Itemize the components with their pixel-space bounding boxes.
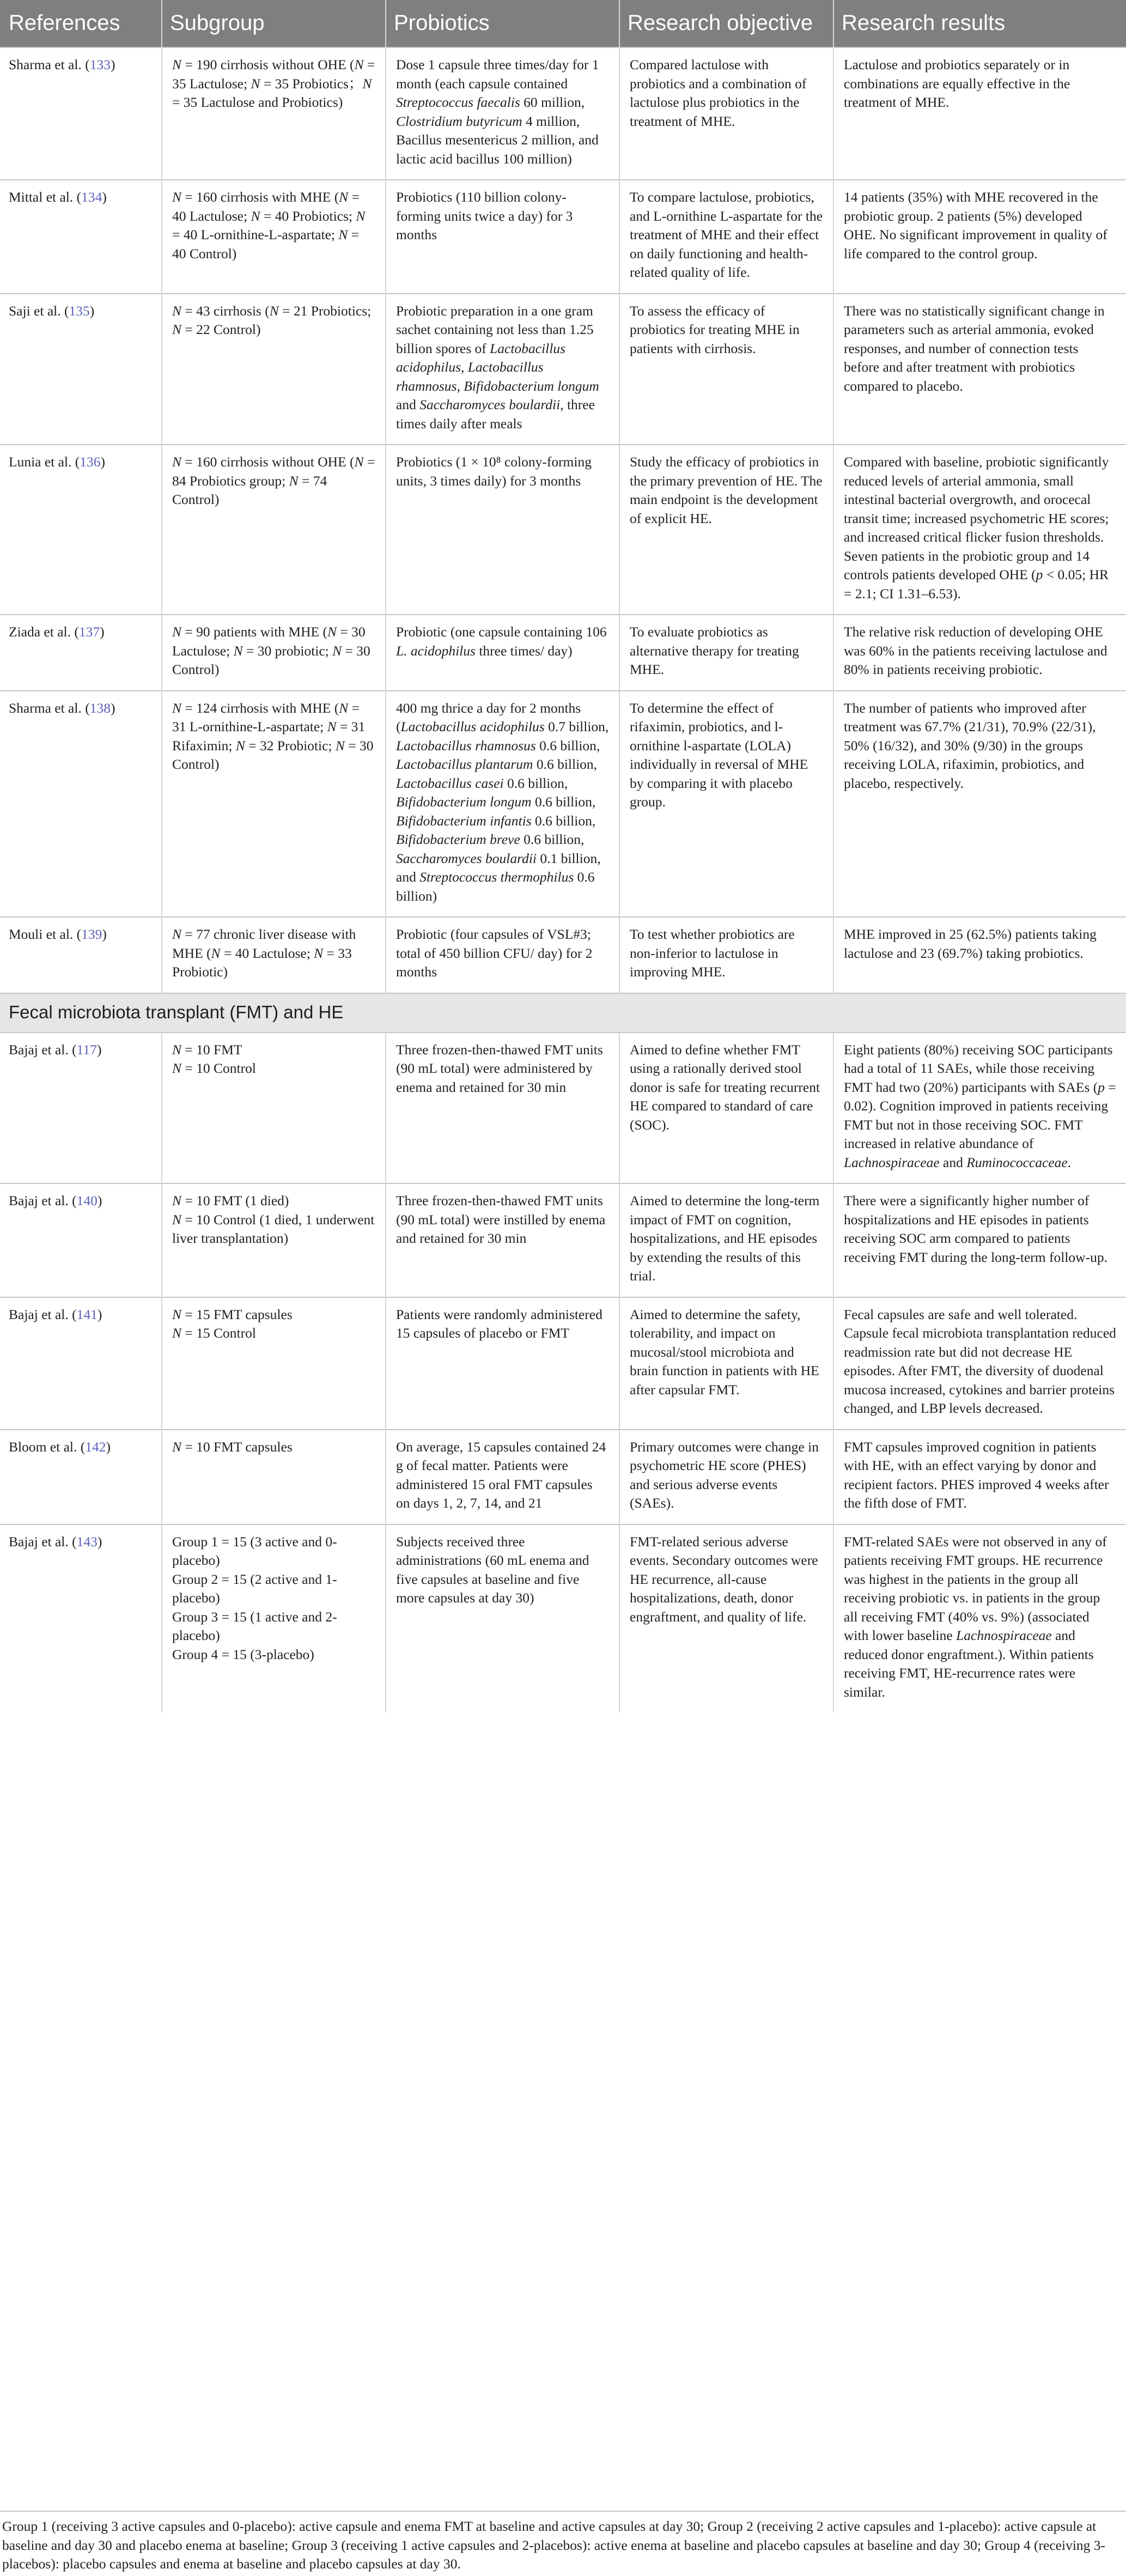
- probiotics-cell: Probiotic (one capsule containing 106 L. acidophilus three times/ day): [386, 615, 619, 691]
- reference-cell: Lunia et al. (136): [0, 445, 162, 615]
- citation-link[interactable]: 137: [78, 624, 100, 640]
- reference-author: Sharma et al.: [9, 57, 82, 72]
- citation-link[interactable]: 140: [76, 1193, 98, 1208]
- subgroup-cell: N = 124 cirrhosis with MHE (N = 31 L-ornithine-L-aspartate; N = 31 Rifaximin; N = 32 Probiotic; N = 30 Control): [162, 691, 386, 918]
- reference-cell: Bloom et al. (142): [0, 1430, 162, 1524]
- table-row: [0, 1032, 1126, 1184]
- reference-author: Mittal et al.: [9, 189, 74, 205]
- results-cell: Fecal capsules are safe and well tolerated. Capsule fecal microbiota transplantation reduced readmission rate but did not decrease HE episodes. After FMT, the diversity of duodenal mucosa increased, cytokines and barrier proteins changed, and LBP levels decreased.: [833, 1297, 1126, 1430]
- results-cell: Eight patients (80%) receiving SOC participants had a total of 11 SAEs, while those receiving FMT had two (20%) participants with SAEs (p = 0.02). Cognition improved in patients receiving FMT but not in those receiving SOC. FMT increased in relative abundance of Lachnospiraceae and Ruminococcaceae.: [833, 1032, 1126, 1184]
- results-cell: 14 patients (35%) with MHE recovered in the probiotic group. 2 patients (5%) developed OHE. No significant improvement in quality of life compared to the control group.: [833, 180, 1126, 294]
- results-cell: Lactulose and probiotics separately or in combinations are equally effective in the treatment of MHE.: [833, 47, 1126, 180]
- objective-cell: Aimed to determine the long-term impact of FMT on cognition, hospitalizations, and HE episodes by extending the results of this trial.: [619, 1183, 833, 1297]
- results-cell: MHE improved in 25 (62.5%) patients taking lactulose and 23 (69.7%) taking probiotics.: [833, 917, 1126, 993]
- reference-author: Bajaj et al.: [9, 1306, 69, 1322]
- objective-cell: Aimed to define whether FMT using a rationally derived stool donor is safe for treating recurrent HE compared to standard of care (SOC).: [619, 1032, 833, 1184]
- objective-cell: Compared lactulose with probiotics and a combination of lactulose plus probiotics in the treatment of MHE.: [619, 47, 833, 180]
- header-research-results: Research results: [833, 0, 1126, 47]
- objective-cell: To test whether probiotics are non-inferior to lactulose in improving MHE.: [619, 917, 833, 993]
- table-row: [0, 615, 1126, 691]
- objective-cell: To compare lactulose, probiotics, and L-ornithine L-aspartate for the treatment of MHE and their effect on daily functioning and health-related quality of life.: [619, 180, 833, 294]
- probiotics-rows: [0, 47, 1126, 993]
- citation-link[interactable]: 141: [76, 1306, 98, 1322]
- reference-author: Mouli et al.: [9, 926, 74, 942]
- reference-cell: Sharma et al. (133): [0, 47, 162, 180]
- citation-link[interactable]: 143: [76, 1533, 98, 1550]
- table-row: [0, 180, 1126, 294]
- subgroup-cell: Group 1 = 15 (3 active and 0-placebo) Group 2 = 15 (2 active and 1-placebo) Group 3 = 15 (1 active and 2-placebo) Group 4 = 15 (3-placebo): [162, 1524, 386, 1713]
- reference-cell: Bajaj et al. (117): [0, 1032, 162, 1184]
- citation-link[interactable]: 117: [76, 1041, 97, 1058]
- subgroup-cell: N = 15 FMT capsules N = 15 Control: [162, 1297, 386, 1430]
- probiotics-cell: On average, 15 capsules contained 24 g of fecal matter. Patients were administered 15 oral FMT capsules on days 1, 2, 7, 14, and 21: [386, 1430, 619, 1524]
- reference-author: Ziada et al.: [9, 624, 71, 640]
- results-cell: There were a significantly higher number of hospitalizations and HE episodes in patients receiving SOC arm compared to patients receiving FMT during the long-term follow-up.: [833, 1183, 1126, 1297]
- subgroup-cell: N = 10 FMT capsules: [162, 1430, 386, 1524]
- section-row: [0, 993, 1126, 1032]
- citation-link[interactable]: 134: [81, 189, 102, 205]
- table-row: [0, 294, 1126, 445]
- objective-cell: Primary outcomes were change in psychometric HE score (PHES) and serious adverse events (SAEs).: [619, 1430, 833, 1524]
- probiotics-cell: Three frozen-then-thawed FMT units (90 mL total) were administered by enema and retained for 30 min: [386, 1032, 619, 1184]
- objective-cell: To assess the efficacy of probiotics for treating MHE in patients with cirrhosis.: [619, 294, 833, 445]
- citation-link[interactable]: 135: [69, 302, 90, 319]
- objective-cell: Study the efficacy of probiotics in the primary prevention of HE. The main endpoint is the development of explicit HE.: [619, 445, 833, 615]
- table-row: [0, 691, 1126, 918]
- fmt-rows: [0, 1032, 1126, 1713]
- header-subgroup: Subgroup: [162, 0, 386, 47]
- citation-link[interactable]: 139: [81, 926, 102, 942]
- results-cell: The number of patients who improved after treatment was 67.7% (21/31), 70.9% (22/31), 50% (16/32), and 30% (9/30) in the groups receiving LOLA, rifaximin, probiotics, and placebo, respectively.: [833, 691, 1126, 918]
- subgroup-cell: N = 90 patients with MHE (N = 30 Lactulose; N = 30 probiotic; N = 30 Control): [162, 615, 386, 691]
- reference-author: Saji et al.: [9, 302, 61, 319]
- subgroup-cell: N = 77 chronic liver disease with MHE (N = 40 Lactulose; N = 33 Probiotic): [162, 917, 386, 993]
- objective-cell: FMT-related serious adverse events. Secondary outcomes were HE recurrence, all-cause hospitalizations, death, donor engraftment, and quality of life.: [619, 1524, 833, 1713]
- table-footnote: Group 1 (receiving 3 active capsules and 0-placebo): active capsule and enema FMT at baseline and active capsules at day 30; Group 2 (receiving 2 active capsules and 1-placebo): active capsule at baseline and day 30 and placebo enema at baseline; Group 3 (receiving 1 active capsules and 2-placebos): active enema at baseline and placebo capsules at baseline and day 30; Group 4 (receiving 3-placebos): placebo capsules and enema at baseline and placebo capsules at day 30.: [0, 2511, 1126, 2574]
- results-cell: There was no statistically significant change in parameters such as arterial ammonia, evoked responses, and number of connection tests before and after treatment with probiotics compared to placebo.: [833, 294, 1126, 445]
- subgroup-cell: N = 10 FMT N = 10 Control: [162, 1032, 386, 1184]
- citation-link[interactable]: 142: [85, 1438, 106, 1455]
- probiotics-cell: Three frozen-then-thawed FMT units (90 mL total) were instilled by enema and retained for 30 min: [386, 1183, 619, 1297]
- reference-cell: Ziada et al. (137): [0, 615, 162, 691]
- results-cell: Compared with baseline, probiotic significantly reduced levels of arterial ammonia, small intestinal bacterial overgrowth, and orocecal transit time; increased psychometric HE scores; and increased critical flicker fusion thresholds. Seven patients in the probiotic group and 14 controls patients developed OHE (p < 0.05; HR = 2.1; CI 1.31–6.53).: [833, 445, 1126, 615]
- fmt-section: [0, 993, 1126, 1032]
- table-row: [0, 47, 1126, 180]
- table-header: [0, 0, 1126, 47]
- probiotics-cell: Probiotics (110 billion colony-forming units twice a day) for 3 months: [386, 180, 619, 294]
- table-row: [0, 917, 1126, 993]
- header-probiotics: Probiotics: [386, 0, 619, 47]
- table-row: [0, 1183, 1126, 1297]
- probiotics-cell: Probiotics (1 × 10⁸ colony-forming units, 3 times daily) for 3 months: [386, 445, 619, 615]
- probiotics-cell: Dose 1 capsule three times/day for 1 month (each capsule contained Streptococcus faecalis 60 million, Clostridium butyricum 4 million, Bacillus mesentericus 2 million, and lactic acid bacillus 100 million): [386, 47, 619, 180]
- probiotics-cell: Subjects received three administrations (60 mL enema and five capsules at baseline and five more capsules at day 30): [386, 1524, 619, 1713]
- reference-cell: Mittal et al. (134): [0, 180, 162, 294]
- reference-author: Sharma et al.: [9, 700, 82, 716]
- reference-cell: Mouli et al. (139): [0, 917, 162, 993]
- subgroup-cell: N = 160 cirrhosis with MHE (N = 40 Lactulose; N = 40 Probiotics; N = 40 L-ornithine-L-aspartate; N = 40 Control): [162, 180, 386, 294]
- header-research-objective: Research objective: [619, 0, 833, 47]
- header-references: References: [0, 0, 162, 47]
- results-cell: The relative risk reduction of developing OHE was 60% in the patients receiving lactulose and 80% in patients receiving probiotic.: [833, 615, 1126, 691]
- probiotics-cell: Patients were randomly administered 15 capsules of placebo or FMT: [386, 1297, 619, 1430]
- reference-author: Bloom et al.: [9, 1438, 77, 1455]
- table-row: [0, 445, 1126, 615]
- reference-author: Bajaj et al.: [9, 1193, 69, 1208]
- reference-cell: Saji et al. (135): [0, 294, 162, 445]
- subgroup-cell: N = 160 cirrhosis without OHE (N = 84 Probiotics group; N = 74 Control): [162, 445, 386, 615]
- subgroup-cell: N = 190 cirrhosis without OHE (N = 35 Lactulose; N = 35 Probiotics；N = 35 Lactulose and Probiotics): [162, 47, 386, 180]
- results-cell: FMT capsules improved cognition in patients with HE, with an effect varying by donor and recipient factors. PHES improved 4 weeks after the fifth dose of FMT.: [833, 1430, 1126, 1524]
- table-row: [0, 1297, 1126, 1430]
- table-row: [0, 1524, 1126, 1713]
- table-row: [0, 1430, 1126, 1524]
- reference-cell: Bajaj et al. (143): [0, 1524, 162, 1713]
- probiotics-cell: Probiotic (four capsules of VSL#3; total of 450 billion CFU/ day) for 2 months: [386, 917, 619, 993]
- reference-author: Bajaj et al.: [9, 1533, 69, 1550]
- section-label: Fecal microbiota transplant (FMT) and HE: [0, 993, 1126, 1032]
- reference-cell: Bajaj et al. (141): [0, 1297, 162, 1430]
- probiotics-cell: Probiotic preparation in a one gram sachet containing not less than 1.25 billion spores of Lactobacillus acidophilus, Lactobacillus rhamnosus, Bifidobacterium longum and Saccharomyces boulardii, three times daily after meals: [386, 294, 619, 445]
- reference-author: Bajaj et al.: [9, 1041, 69, 1058]
- citation-link[interactable]: 136: [80, 454, 101, 470]
- reference-cell: Bajaj et al. (140): [0, 1183, 162, 1297]
- reference-cell: Sharma et al. (138): [0, 691, 162, 918]
- subgroup-cell: N = 43 cirrhosis (N = 21 Probiotics; N = 22 Control): [162, 294, 386, 445]
- reference-author: Lunia et al.: [9, 454, 72, 470]
- citation-link[interactable]: 138: [89, 700, 111, 716]
- probiotics-cell: 400 mg thrice a day for 2 months (Lactobacillus acidophilus 0.7 billion, Lactobacillus rhamnosus 0.6 billion, Lactobacillus plantarum 0.6 billion, Lactobacillus casei 0.6 billion, Bifidobacterium longum 0.6 billion, Bifidobacterium infantis 0.6 billion, Bifidobacterium breve 0.6 billion, Saccharomyces boulardii 0.1 billion, and Streptococcus thermophilus 0.6 billion): [386, 691, 619, 918]
- objective-cell: To determine the effect of rifaximin, probiotics, and l-ornithine l-aspartate (LOLA) individually in reversal of MHE by comparing it with placebo group.: [619, 691, 833, 918]
- results-cell: FMT-related SAEs were not observed in any of patients receiving FMT groups. HE recurrence was highest in the patients in the group all receiving probiotic vs. in patients in the group all receiving FMT (40% vs. 9%) (associated with lower baseline Lachnospiraceae and reduced donor engraftment.). Within patients receiving FMT, HE-recurrence rates were similar.: [833, 1524, 1126, 1713]
- citation-link[interactable]: 133: [89, 57, 111, 72]
- objective-cell: To evaluate probiotics as alternative therapy for treating MHE.: [619, 615, 833, 691]
- subgroup-cell: N = 10 FMT (1 died) N = 10 Control (1 died, 1 underwent liver transplantation): [162, 1183, 386, 1297]
- objective-cell: Aimed to determine the safety, tolerability, and impact on mucosal/stool microbiota and brain function in patients with HE after capsular FMT.: [619, 1297, 833, 1430]
